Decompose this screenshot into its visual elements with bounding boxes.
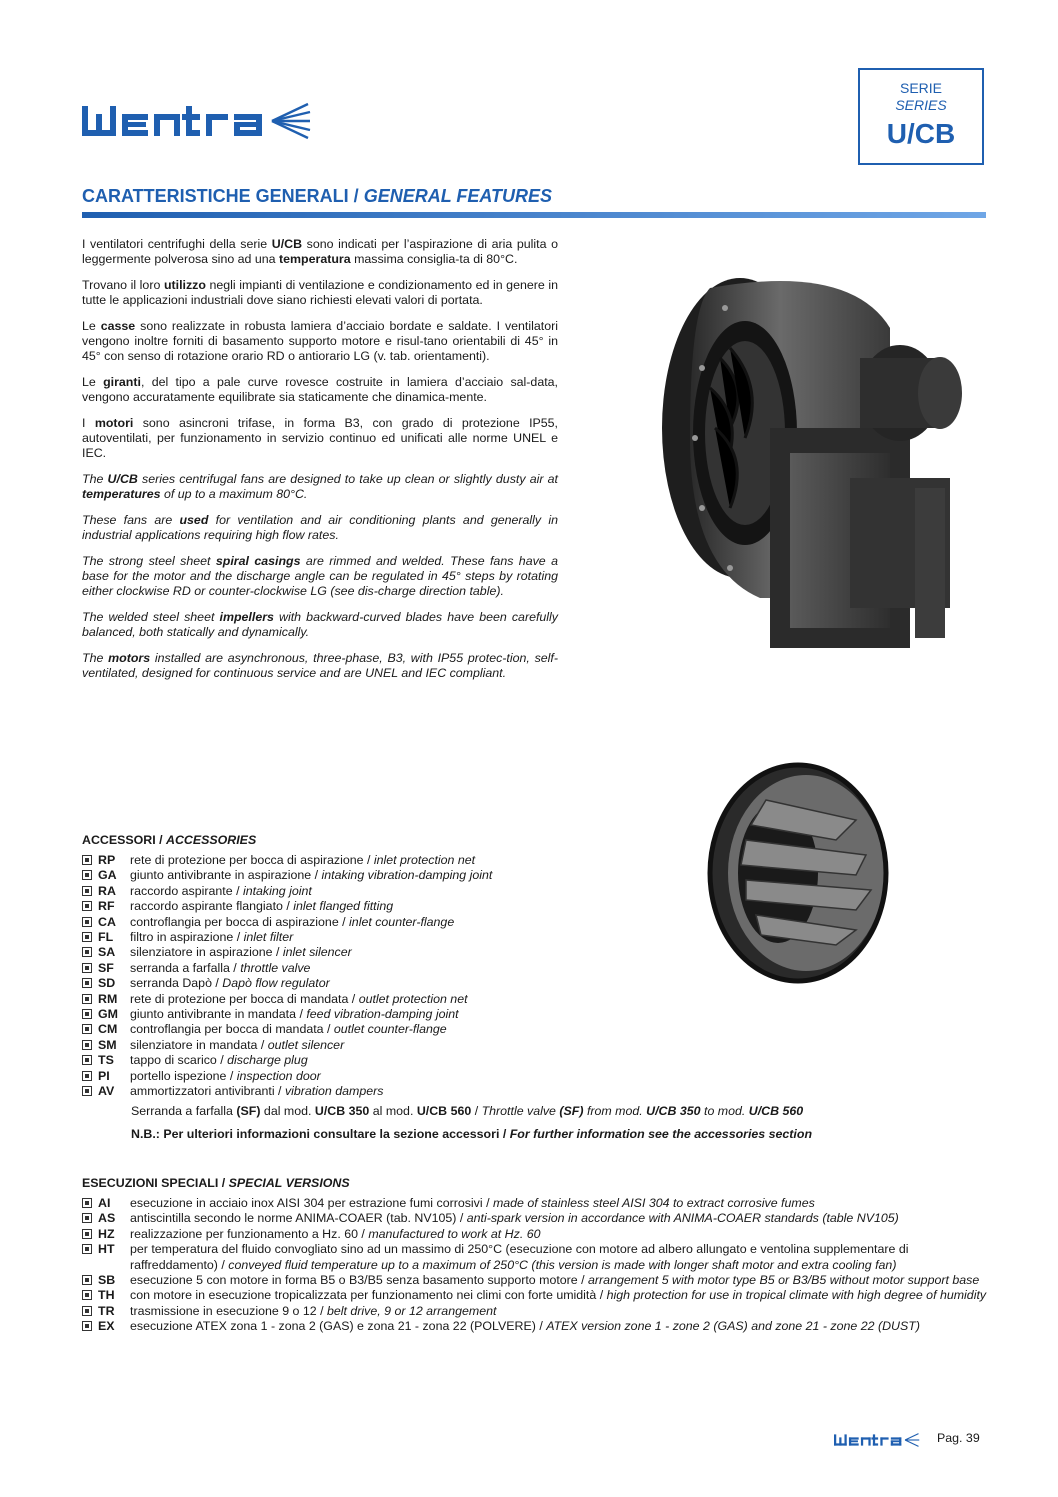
series-badge	[858, 68, 984, 165]
item-code: AI	[98, 1196, 111, 1210]
item-description: silenziatore in mandata / outlet silencer	[130, 1037, 345, 1052]
item-description: esecuzione ATEX zona 1 - zona 2 (GAS) e zona 21 - zona 22 (POLVERE) / ATEX version zone 1 - zone 2 (GAS) and zone 21 - zone 22 (DUST)	[130, 1319, 920, 1334]
checkbox-bullet-icon	[82, 1040, 92, 1050]
item-code: SF	[98, 960, 114, 975]
paragraphs-en	[82, 472, 558, 681]
item-description: per temperatura del fluido convogliato sino ad un massimo di 250°C (esecuzione con motore ad albero allungato e ventolina supplementare di raffreddamento) / conveyed fluid temperature up to a maximum of 250°C (this version is made with longer shaft motor and extra cooling fan)	[130, 1242, 909, 1272]
wentra-footer-logo	[834, 1430, 920, 1450]
accessory-item	[82, 992, 782, 1007]
item-description: esecuzione in acciaio inox AISI 304 per estrazione fumi corrosivi / made of stainless steel AISI 304 to extract corrosive fumes	[130, 1196, 815, 1210]
page-number: Pag. 39	[937, 1431, 980, 1445]
checkbox-bullet-icon	[82, 994, 92, 1004]
item-description: portello ispezione / inspection door	[130, 1068, 321, 1083]
item-code: CA	[98, 914, 116, 929]
checkbox-bullet-icon	[82, 947, 92, 957]
item-code: RM	[98, 991, 118, 1006]
checkbox-bullet-icon	[82, 1024, 92, 1034]
item-description: controflangia per bocca di mandata / outlet counter-flange	[130, 1022, 447, 1037]
special-version-item	[82, 1319, 988, 1334]
checkbox-bullet-icon	[82, 1229, 92, 1239]
checkbox-bullet-icon	[82, 978, 92, 988]
accessories-list	[82, 853, 782, 1100]
accessory-item	[82, 884, 782, 899]
item-code: GM	[98, 1007, 118, 1022]
description	[82, 237, 558, 691]
item-description: rete di protezione per bocca di aspirazione / inlet protection net	[130, 853, 476, 867]
accessory-item	[82, 945, 782, 960]
title-rule	[82, 212, 986, 218]
item-code: SD	[98, 976, 116, 991]
series-label-en: SERIES	[895, 97, 947, 113]
checkbox-bullet-icon	[82, 870, 92, 880]
item-description: controflangia per bocca di aspirazione / inlet counter-flange	[130, 914, 455, 929]
paragraph: The U/CB series centrifugal fans are designed to take up clean or slightly dusty air at temperatures of up to a maximum 80°C.	[82, 471, 559, 502]
accessory-item	[82, 976, 782, 991]
item-description: esecuzione 5 con motore in forma B5 o B3/B5 senza basamento supporto motore / arrangement 5 with motor type B5 or B3/B5 without motor support base	[130, 1273, 980, 1288]
item-description: silenziatore in aspirazione / inlet silencer	[130, 945, 352, 960]
item-description: con motore in esecuzione tropicalizzata per funzionamento nei climi con forte umidità / high protection for use in tropical climate with high degree of humidity	[130, 1288, 987, 1303]
item-description: tappo di scarico / discharge plug	[130, 1053, 308, 1068]
checkbox-bullet-icon	[82, 1071, 92, 1081]
series-label-it: SERIE	[899, 80, 942, 96]
checkbox-bullet-icon	[82, 1009, 92, 1019]
series-code: U/CB	[886, 118, 956, 149]
paragraph: I motori sono asincroni trifase, in forma B3, con grado di protezione IP55, autoventilati, per funzionamento in servizio continuo ed unificati alle norme UNEL e IEC.	[82, 415, 558, 461]
accessory-item	[82, 868, 782, 883]
checkbox-bullet-icon	[82, 1198, 92, 1208]
accessory-item	[82, 961, 782, 976]
accessory-item	[82, 1069, 782, 1084]
accessories-nb-note: N.B.: Per ulteriori informazioni consultare la sezione accessori / For further information see the accessories section	[131, 1127, 813, 1141]
item-code: TH	[98, 1288, 115, 1303]
checkbox-bullet-icon	[82, 1290, 92, 1300]
accessory-item	[82, 930, 782, 945]
special-version-item	[82, 1273, 988, 1288]
checkbox-bullet-icon	[82, 1086, 92, 1096]
item-code: SB	[98, 1273, 116, 1288]
item-description: trasmissione in esecuzione 9 o 12 / belt drive, 9 or 12 arrangement	[130, 1303, 497, 1318]
item-description: raccordo aspirante / intaking joint	[130, 883, 312, 898]
special-version-item	[82, 1304, 988, 1319]
accessory-item	[82, 1022, 782, 1037]
accessory-item	[82, 1053, 782, 1068]
paragraph: The welded steel sheet impellers with backward-curved blades have been carefully balanced, both statically and dynamically.	[82, 609, 559, 640]
item-description: raccordo aspirante flangiato / inlet flanged fitting	[130, 899, 394, 914]
checkbox-bullet-icon	[82, 1055, 92, 1065]
item-description: giunto antivibrante in aspirazione / intaking vibration-damping joint	[130, 868, 493, 883]
special-version-item	[82, 1227, 988, 1242]
checkbox-bullet-icon	[82, 1213, 92, 1223]
item-code: AV	[98, 1084, 115, 1099]
item-code: PI	[98, 1068, 110, 1083]
paragraph: Le giranti, del tipo a pale curve rovesce costruite in lamiera d’acciaio sal-data, vengono accuratamente equilibrate sia staticamente che dinamica-mente.	[82, 374, 558, 405]
accessory-item	[82, 899, 782, 914]
special-version-item	[82, 1288, 988, 1303]
item-description: rete di protezione per bocca di mandata / outlet protection net	[130, 991, 468, 1006]
paragraph: The motors installed are asynchronous, three-phase, B3, with IP55 protec-tion, self-ventilated, designed for continuous service and are UNEL and IEC compliant.	[82, 650, 559, 680]
item-description: realizzazione per funzionamento a Hz. 60 / manufactured to work at Hz. 60	[130, 1226, 541, 1241]
item-description: giunto antivibrante in mandata / feed vibration-damping joint	[130, 1007, 459, 1022]
item-code: AS	[98, 1211, 116, 1226]
special-version-item	[82, 1196, 988, 1211]
item-description: serranda Dapò / Dapò flow regulator	[130, 976, 330, 991]
special-versions-title: ESECUZIONI SPECIALI / SPECIAL VERSIONS	[82, 1176, 350, 1190]
item-code: TS	[98, 1053, 114, 1068]
checkbox-bullet-icon	[82, 1321, 92, 1331]
paragraphs-it	[82, 237, 558, 462]
special-versions-list	[82, 1196, 988, 1335]
accessory-item	[82, 1007, 782, 1022]
accessories-title: ACCESSORI / ACCESSORIES	[82, 833, 257, 847]
paragraph: Trovano il loro utilizzo negli impianti di ventilazione e condizionamento ed in genere in tutte le applicazioni industriali dove siano richiesti elevati valori di portata.	[82, 277, 558, 308]
special-version-item	[82, 1211, 988, 1226]
checkbox-bullet-icon	[82, 886, 92, 896]
checkbox-bullet-icon	[82, 901, 92, 911]
item-code: RP	[98, 853, 116, 867]
accessory-item	[82, 1084, 782, 1099]
paragraph: These fans are used for ventilation and air conditioning plants and generally in industrial applications requiring high flow rates.	[82, 512, 558, 543]
section-title: CARATTERISTICHE GENERALI / GENERAL FEATURES	[82, 186, 553, 206]
paragraph: Le casse sono realizzate in robusta lamiera d’acciaio bordate e saldate. I ventilatori vengono inoltre forniti di basamento supporto motore e risul-tano orientabili di 45° in 45° con senso di rotazione orario RD o antiorario LG (v. tab. orientamenti).	[82, 318, 558, 364]
checkbox-bullet-icon	[82, 1275, 92, 1285]
item-code: CM	[98, 1022, 118, 1037]
checkbox-bullet-icon	[82, 855, 92, 865]
item-description: serranda a farfalla / throttle valve	[130, 960, 311, 975]
item-code: HT	[98, 1242, 115, 1257]
item-code: EX	[98, 1319, 115, 1334]
accessory-item	[82, 853, 782, 868]
item-code: SM	[98, 1037, 117, 1052]
special-version-item	[82, 1242, 988, 1273]
accessory-item	[82, 915, 782, 930]
accessories-note: Serranda a farfalla (SF) dal mod. U/CB 350 al mod. U/CB 560 / Throttle valve (SF) from mod. U/CB 350 to mod. U/CB 560	[131, 1104, 804, 1118]
accessory-item	[82, 1038, 782, 1053]
checkbox-bullet-icon	[82, 1306, 92, 1316]
checkbox-bullet-icon	[82, 917, 92, 927]
checkbox-bullet-icon	[82, 932, 92, 942]
item-code: HZ	[98, 1226, 115, 1241]
paragraph: The strong steel sheet spiral casings are rimmed and welded. These fans have a base for the motor and the discharge angle can be regulated in 45° steps by rotating either clockwise RD or counter-clockwise LG (see dis-charge direction table).	[82, 553, 558, 599]
item-description: ammortizzatori antivibranti / vibration dampers	[130, 1084, 384, 1099]
checkbox-bullet-icon	[82, 1244, 92, 1254]
item-code: SA	[98, 945, 116, 960]
item-code: GA	[98, 868, 117, 883]
item-description: antiscintilla secondo le norme ANIMA-COAER (tab. NV105) / anti-spark version in accordance with ANIMA-COAER standards (table NV105)	[130, 1211, 899, 1226]
item-description: filtro in aspirazione / inlet filter	[130, 930, 294, 945]
item-code: RF	[98, 899, 115, 914]
item-code: RA	[98, 883, 116, 898]
wentra-logo	[82, 100, 312, 142]
paragraph: I ventilatori centrifughi della serie U/CB sono indicati per l’aspirazione di aria pulita o leggermente polverosa sino ad una temperatura massima consiglia-ta di 80°C.	[82, 237, 558, 267]
item-code: FL	[98, 930, 114, 945]
item-code: TR	[98, 1303, 115, 1318]
centrifugal-fan-image	[650, 268, 980, 660]
checkbox-bullet-icon	[82, 963, 92, 973]
